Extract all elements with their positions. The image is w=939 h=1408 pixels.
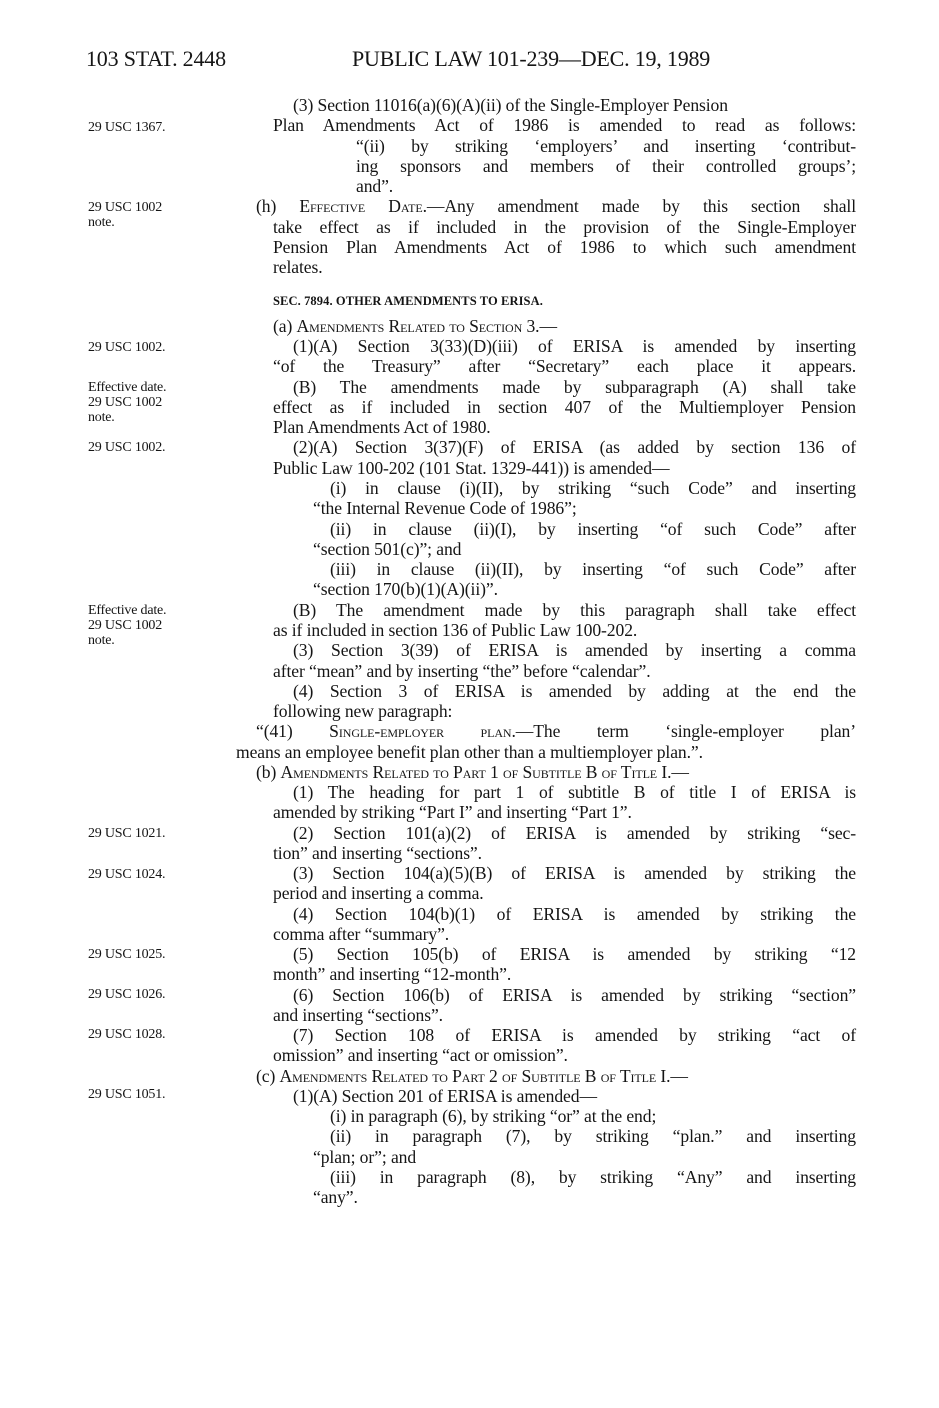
text-line: (6) Section 106(b) of ERISA is amended by striking “section” [293,985,856,1005]
text-line: (3) Section 11016(a)(6)(A)(ii) of the Single-Employer Pension [293,95,728,115]
text-line: “of the Treasury” after “Secretary” each place it appears. [273,356,856,376]
margin-note: 29 USC 1028. [88,1027,166,1042]
margin-note: 29 USC 1021. [88,826,166,841]
text-line: ing sponsors and members of their controlled groups’; [356,156,856,176]
text-line: Plan Amendments Act of 1986 is amended to read as follows: [273,115,856,135]
margin-note: 29 USC 1002. [88,340,166,355]
text-line: (4) Section 104(b)(1) of ERISA is amended by striking the [293,904,856,924]
text-line: (7) Section 108 of ERISA is amended by striking “act of [293,1025,856,1045]
text-line: (h) Effective Date.—Any amendment made by this section shall [256,196,857,216]
text-line: “section 170(b)(1)(A)(ii)”. [313,579,498,599]
text-line: effect as if included in section 407 of the Multiemployer Pension [273,397,856,417]
section-heading: SEC. 7894. OTHER AMENDMENTS TO ERISA. [273,294,543,308]
text-line: (a) Amendments Related to Section 3.— [273,316,557,336]
text-line: (2)(A) Section 3(37)(F) of ERISA (as added by section 136 of [293,437,856,457]
text-line: “(41) Single-employer plan.—The term ‘single-employer plan’ [256,721,856,741]
margin-note: 29 USC 1025. [88,947,166,962]
text-line: (i) in clause (i)(II), by striking “such Code” and inserting [330,478,856,498]
text-line: relates. [273,257,323,277]
text-line: omission” and inserting “act or omission”. [273,1045,568,1065]
text-line: Public Law 100-202 (101 Stat. 1329-441)) is amended— [273,458,670,478]
margin-note: Effective date. 29 USC 1002 note. [88,603,167,648]
page-header-title: PUBLIC LAW 101-239—DEC. 19, 1989 [352,46,711,71]
text-line: (ii) in clause (ii)(I), by inserting “of such Code” after [330,519,856,539]
text-line: “any”. [313,1187,358,1207]
text-line: (B) The amendments made by subparagraph (A) shall take [293,377,856,397]
text-line: (5) Section 105(b) of ERISA is amended by striking “12 [293,944,856,964]
heading-effective-date: Effective Date [299,196,423,216]
text-line: (2) Section 101(a)(2) of ERISA is amended by striking “sec- [293,823,856,843]
page-header-ref: 103 STAT. 2448 [86,46,226,71]
text-line: period and inserting a comma. [273,883,484,903]
margin-note: 29 USC 1051. [88,1087,166,1102]
text-line: (1) The heading for part 1 of subtitle B of title I of ERISA is [293,782,856,802]
text-line: (1)(A) Section 3(33)(D)(iii) of ERISA is amended by inserting [293,336,856,356]
text-line: amended by striking “Part I” and inserting “Part 1”. [273,802,632,822]
text-line: tion” and inserting “sections”. [273,843,482,863]
text-line: (B) The amendment made by this paragraph shall take effect [293,600,856,620]
margin-note: 29 USC 1026. [88,987,166,1002]
text-line: “section 501(c)”; and [313,539,462,559]
margin-note: 29 USC 1367. [88,120,166,135]
text-line: and”. [356,176,394,196]
margin-note: 29 USC 1024. [88,867,166,882]
text-line: (ii) in paragraph (7), by striking “plan.” and inserting [330,1126,856,1146]
text-line: (3) Section 104(a)(5)(B) of ERISA is amended by striking the [293,863,856,883]
text-line: Pension Plan Amendments Act of 1986 to which such amendment [273,237,856,257]
text-line: means an employee benefit plan other than a multiemployer plan.”. [236,742,703,762]
text-line: (4) Section 3 of ERISA is amended by adding at the end the [293,681,856,701]
text-line: month” and inserting “12-month”. [273,964,512,984]
text-line: after “mean” and by inserting “the” before “calendar”. [273,661,651,681]
text-line: (iii) in paragraph (8), by striking “Any” and inserting [330,1167,856,1187]
text-line: (iii) in clause (ii)(II), by inserting “of such Code” after [330,559,856,579]
margin-note: 29 USC 1002 note. [88,200,163,230]
margin-note: 29 USC 1002. [88,440,166,455]
text-line: and inserting “sections”. [273,1005,443,1025]
margin-note: Effective date. 29 USC 1002 note. [88,380,167,425]
text-line: (1)(A) Section 201 of ERISA is amended— [293,1086,597,1106]
text-line: (c) Amendments Related to Part 2 of Subtitle B of Title I.— [256,1066,688,1086]
text-line: “(ii) by striking ‘employers’ and inserting ‘contribut- [356,136,856,156]
text-line: “the Internal Revenue Code of 1986”; [313,498,577,518]
text-line: “plan; or”; and [313,1147,417,1167]
text-line: take effect as if included in the provision of the Single-Employer [273,217,856,237]
text-line: as if included in section 136 of Public Law 100-202. [273,620,638,640]
text-line: (3) Section 3(39) of ERISA is amended by inserting a comma [293,640,856,660]
text-line: (b) Amendments Related to Part 1 of Subtitle B of Title I.— [256,762,689,782]
text-line: Plan Amendments Act of 1980. [273,417,491,437]
text-line: comma after “summary”. [273,924,450,944]
text-line: (i) in paragraph (6), by striking “or” at the end; [330,1106,657,1126]
text-line: following new paragraph: [273,701,453,721]
